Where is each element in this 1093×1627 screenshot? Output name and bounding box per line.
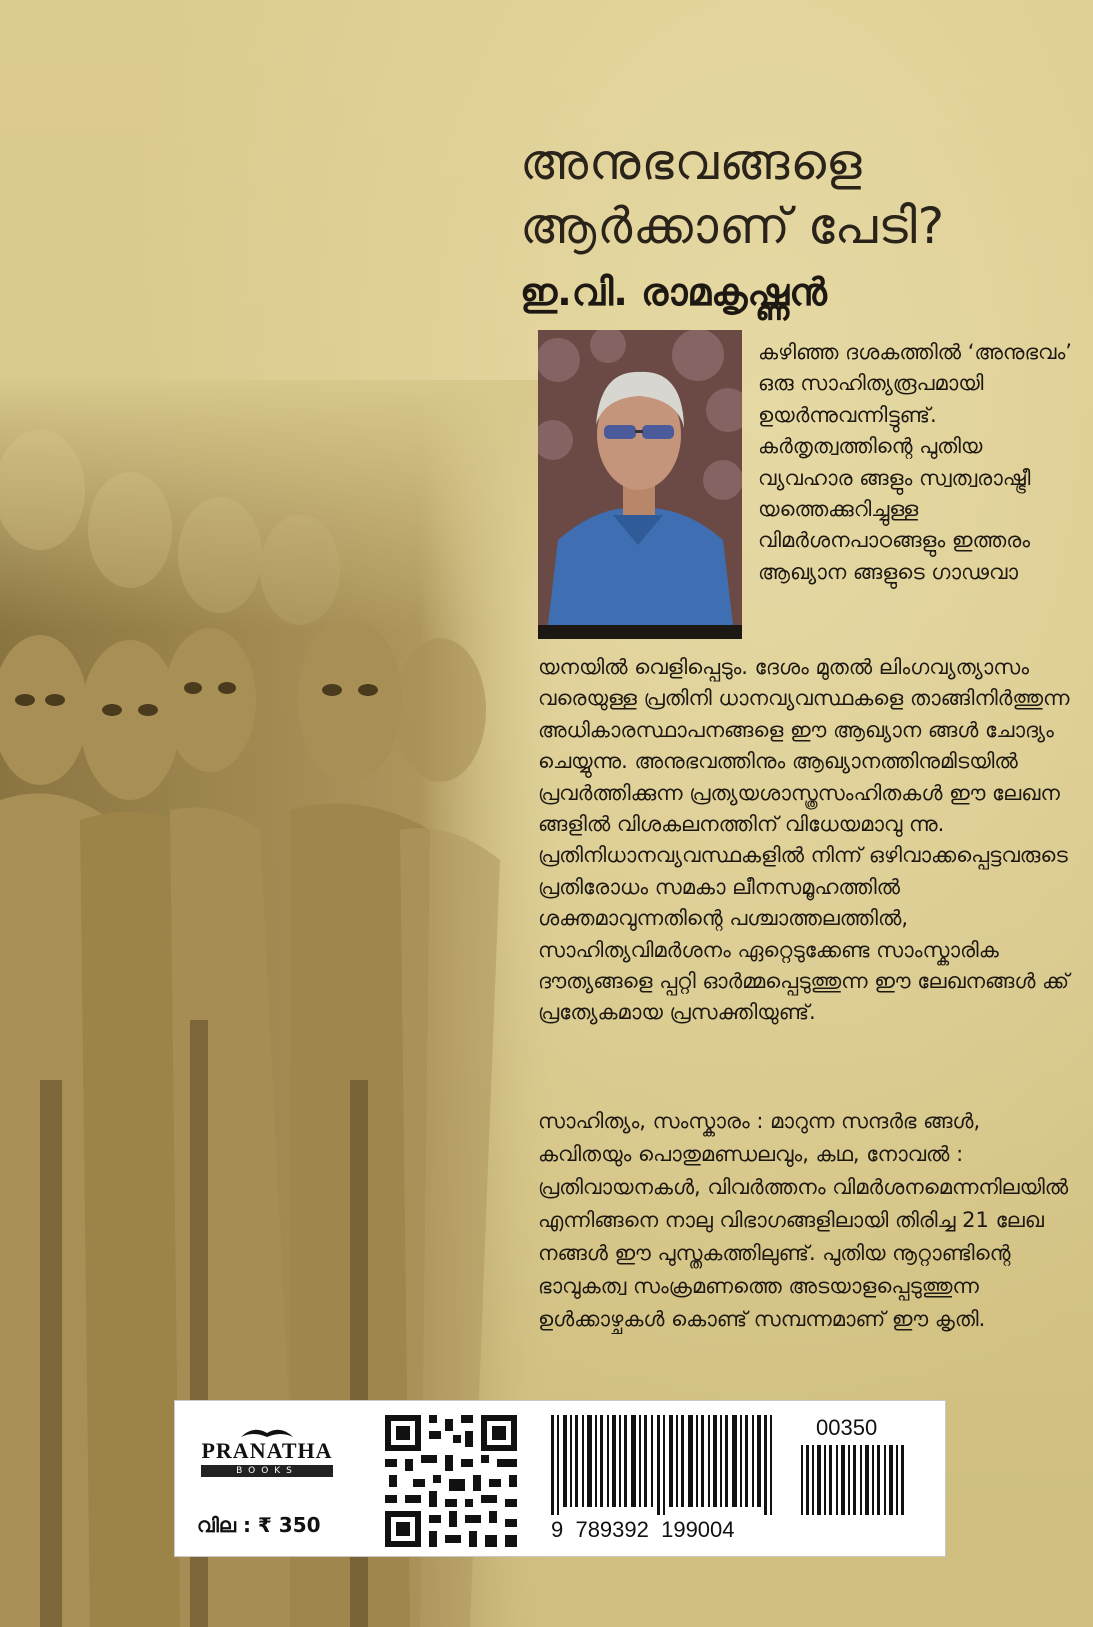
publisher-subtitle: BOOKS [201, 1465, 333, 1477]
book-title-line-2: ആർക്കാണ് പേടി? [520, 197, 946, 255]
author-photo [538, 330, 742, 625]
book-title-line-1: അനുഭവങ്ങളെ [520, 133, 863, 191]
photo-underline-bar [538, 625, 742, 639]
isbn-bars [551, 1415, 791, 1515]
blurb-paragraph-continued: യനയിൽ വെളിപ്പെടും. ദേശം മുതൽ ലിംഗവ്യത്യാസം വരെയുള്ള പ്രതിനി ധാനവ്യവസ്ഥകളെ താങ്ങിനിർത്തുന്ന അധികാരസ്ഥാപനങ്ങളെ ഈ ആഖ്യാന ങ്ങൾ ചോദ്യം ചെയ്യുന്നു. അനുഭവത്തിനും ആഖ്യാനത്തിനുമിടയിൽ പ്രവർത്തിക്കുന്ന പ്രത്യയശാസ്ത്രസംഹിതകൾ ഈ ലേഖന ങ്ങളിൽ വിശകലനത്തിന് വിധേയമാവു ന്നു. പ്രതിനിധാനവ്യവസ്ഥകളിൽ നിന്ന് ഒഴിവാക്കപ്പെട്ടവരുടെ പ്രതിരോധം സമകാ ലീനസമൂഹത്തിൽ ശക്തമാവുന്നതിന്റെ പശ്ചാത്തലത്തിൽ, സാഹിത്യവിമർശനം ഏറ്റെടുക്കേണ്ട സാംസ്കാരിക ദൗത്യങ്ങളെ പ്പറ്റി ഓർമ്മപ്പെടുത്തുന്ന ഈ ലേഖനങ്ങൾ ക്ക് പ്രത്യേകമായ പ്രസക്തിയുണ്ട്. [538, 655, 1070, 1025]
publisher-logo [197, 1423, 337, 1485]
publisher-barcode-label [174, 1400, 946, 1557]
blurb-paragraph-contents: സാഹിത്യം, സംസ്കാരം : മാറുന്ന സന്ദർഭ ങ്ങൾ, കവിതയും പൊതുമണ്ഡലവും, കഥ, നോവൽ : പ്രതിവായനകൾ, വിവർത്തനം വിമർശനമെന്നനിലയിൽ എന്നിങ്ങനെ നാലു വിഭാഗങ്ങളിലായി തിരിച്ച 21 ലേഖ നങ്ങൾ ഈ പുസ്തകത്തിലുണ്ട്. പുതിയ നൂറ്റാണ്ടിന്റെ ഭാവുകത്വ സംക്രമണത്തെ അടയാളപ്പെടുത്തുന്ന ഉൾക്കാഴ്ചകൾ കൊണ്ട് സമ്പന്നമാണ് ഈ കൃതി. [538, 1109, 1069, 1331]
open-book-icon [239, 1423, 295, 1439]
publisher-name: PRANATHA [201, 1438, 333, 1463]
price-addon-code: 00350 [816, 1415, 878, 1440]
price-addon-bars [801, 1445, 911, 1515]
price-label: വില : ₹ 350 [197, 1513, 321, 1537]
qr-code [385, 1415, 517, 1547]
isbn-barcode [551, 1415, 931, 1545]
book-title [520, 130, 1040, 258]
blurb-paragraph-start: കഴിഞ്ഞ ദശകത്തിൽ ‘അനുഭവം’ ഒരു സാഹിത്യരൂപമായി ഉയർന്നുവന്നിട്ടുണ്ട്. കർതൃത്വത്തിന്റെ പുതിയ വ്യവഹാര ങ്ങളും സ്വത്വരാഷ്ട്രീ യത്തെക്കുറിച്ചുള്ള വിമർശനപാഠങ്ങളും ഇത്തരം ആഖ്യാന ങ്ങളുടെ ഗാഢവാ [758, 340, 1072, 584]
author-name: ഇ.വി. രാമകൃഷ്ണൻ [520, 270, 827, 314]
isbn-number: 9 789392 199004 [551, 1517, 735, 1542]
